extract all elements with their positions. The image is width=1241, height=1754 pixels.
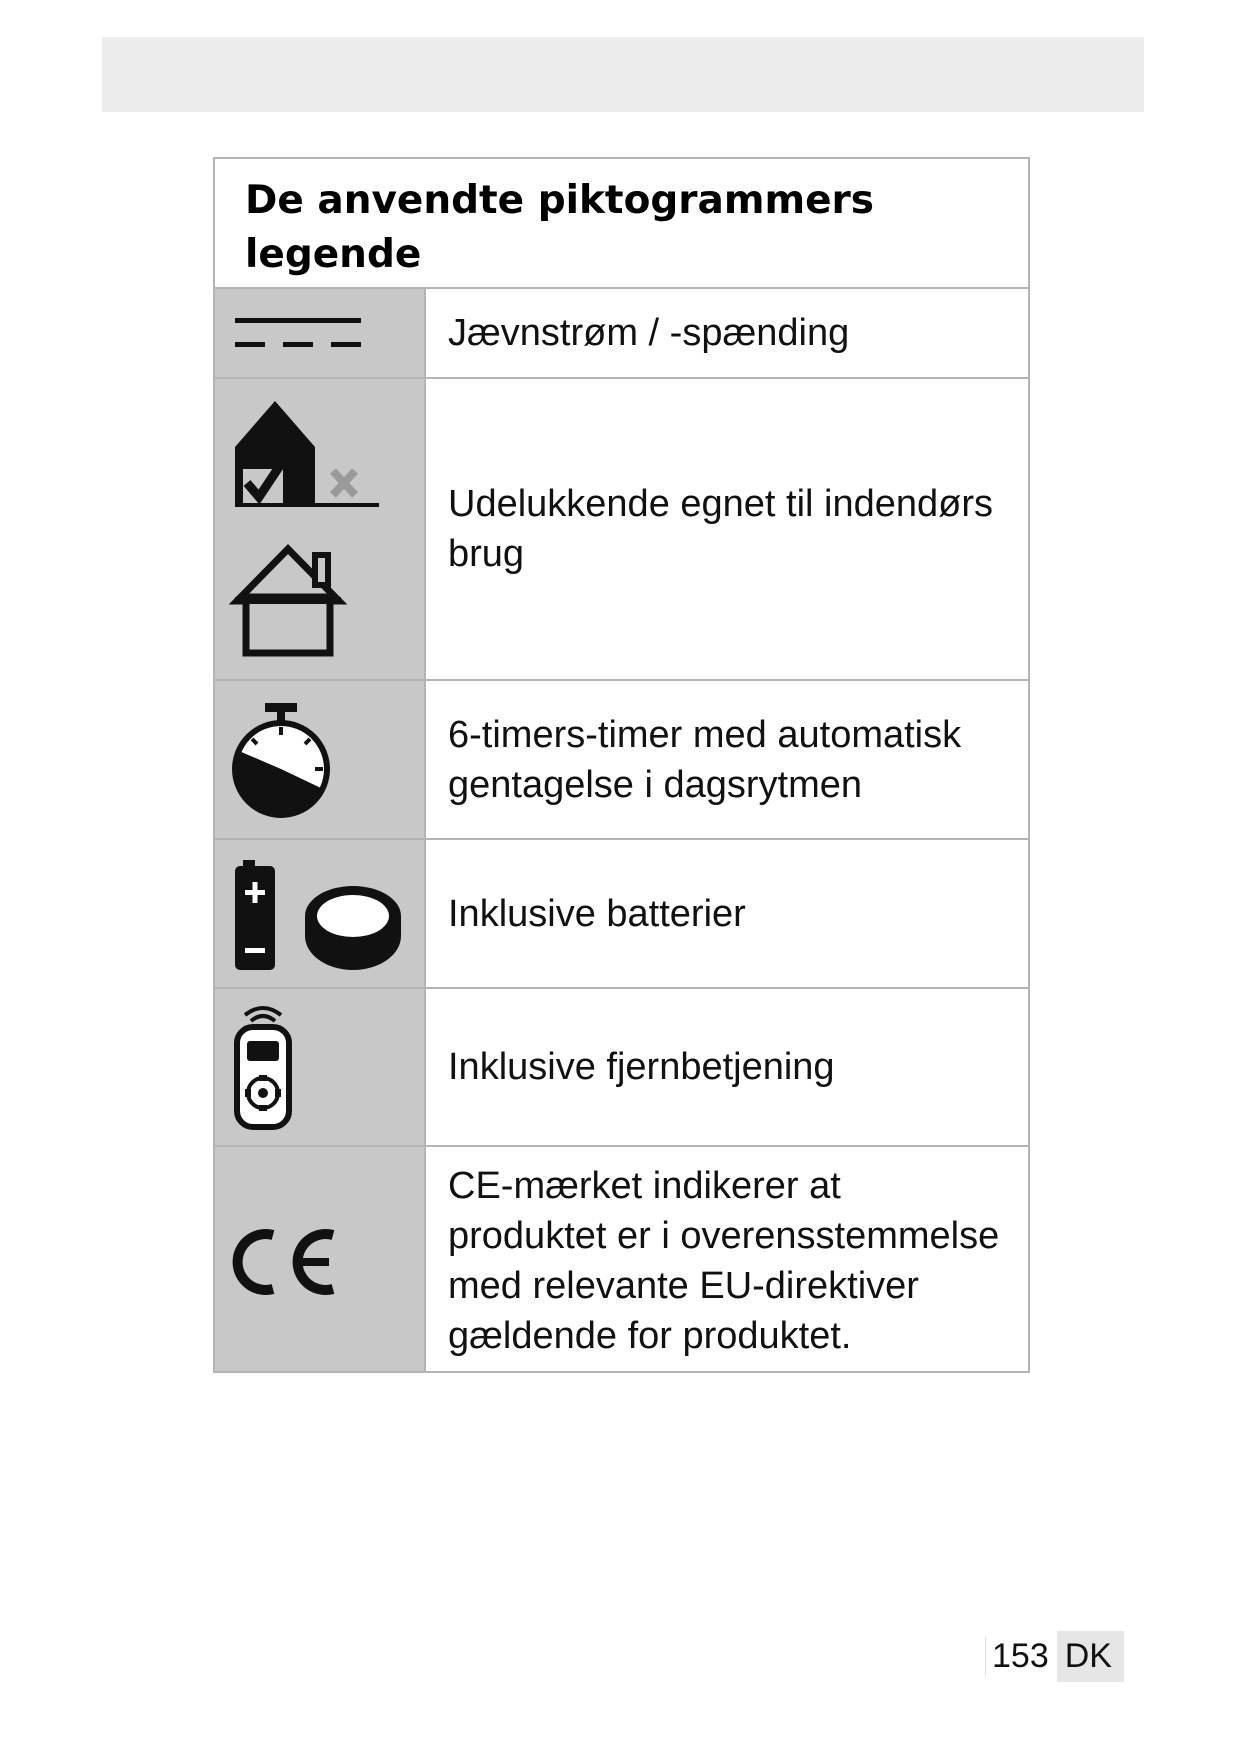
legend-icon-cell	[215, 989, 426, 1145]
legend-icon-cell	[215, 379, 426, 679]
legend-text: CE-mærket indikerer at produktet er i overensstemmelse med relevante EU-direktiver gældende for produktet.	[448, 1165, 1000, 1357]
legend-row-ce	[215, 1147, 1028, 1371]
legend-icon-cell	[215, 1147, 426, 1371]
language-code: DK	[1057, 1631, 1124, 1682]
pictogram-legend-table	[213, 157, 1030, 1373]
legend-row-dc	[215, 289, 1028, 379]
legend-title: De anvendte piktogrammers legende	[215, 159, 1028, 289]
legend-text: Inklusive fjernbetjening	[448, 1046, 835, 1088]
legend-text: Jævnstrøm / -spænding	[448, 312, 850, 354]
page-footer	[985, 1628, 1115, 1684]
batteries-icon	[215, 840, 421, 988]
timer-icon	[215, 681, 415, 839]
legend-row-batteries	[215, 840, 1028, 989]
dc-current-icon	[215, 288, 415, 378]
legend-icon-cell	[215, 289, 426, 377]
legend-row-remote	[215, 989, 1028, 1147]
header-band	[102, 37, 1144, 112]
page-number: 153	[985, 1637, 1057, 1676]
legend-text: Inklusive batterier	[448, 892, 746, 935]
legend-text: 6-timers-timer med automatisk gentagelse i dagsrytmen	[448, 713, 962, 806]
legend-text: Udelukkende egnet til indendørs brug	[448, 483, 994, 575]
legend-row-timer	[215, 681, 1028, 840]
legend-icon-cell	[215, 681, 426, 838]
legend-row-indoor	[215, 379, 1028, 681]
legend-icon-cell	[215, 840, 426, 987]
indoor-use-icon	[215, 379, 415, 679]
ce-mark-icon	[215, 1147, 415, 1371]
remote-control-icon	[215, 989, 415, 1145]
